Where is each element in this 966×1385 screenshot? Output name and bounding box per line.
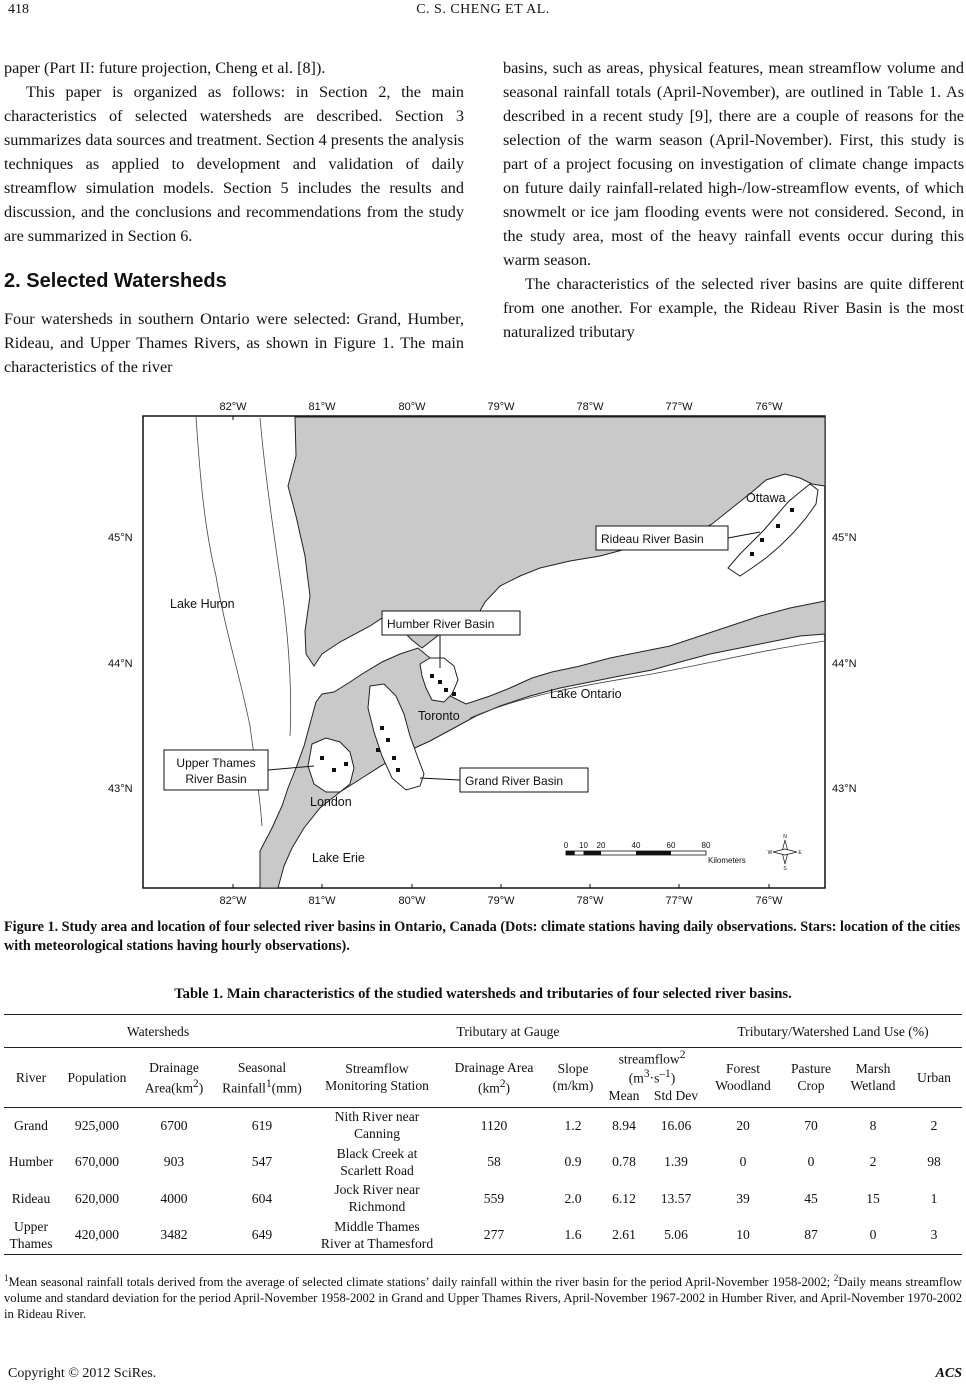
lat-label-left: 45°N — [108, 532, 133, 544]
paragraph: This paper is organized as follows: in Section 2, the main characteristics of selected watersheds are described. Section 3 summarizes data sources and treatment. Section 4 presents the analysis techniques as applied to development and validation of daily streamflow simulation models. Section 5 includes the results and discussion, and the conclusions and recommendations from the study are summarized in Section 6. — [4, 83, 464, 245]
toronto-label: Toronto — [418, 709, 460, 723]
col-header-population: Population — [58, 1048, 136, 1108]
svg-text:0: 0 — [563, 841, 569, 850]
col-header-rainfall: Seasonal Rainfall$^1$(mm) — [212, 1048, 312, 1108]
svg-text:10: 10 — [579, 841, 588, 850]
lon-label-bottom: 78°W — [576, 895, 604, 907]
table-row: Humber 670,000 903 547 Black Creek at Scarlett Road 58 0.9 0.78 1.39 0 0 2 98 — [8, 1145, 941, 1178]
lon-label-bottom: 79°W — [487, 895, 515, 907]
col-header-station: Streamflow Monitoring Station — [312, 1048, 442, 1108]
paragraph: Four watersheds in southern Ontario were selected: Grand, Humber, Rideau, and Upper Thames Rivers, as shown in Figure 1. The main characteristics of the river — [4, 310, 464, 376]
copyright: Copyright © 2012 SciRes. — [8, 1366, 157, 1381]
col-header-streamflow: streamflow$^2$ $(m^3\cdot s^{-1})$ — [600, 1048, 704, 1086]
svg-text:N: N — [783, 834, 787, 840]
lon-label-top: 79°W — [487, 401, 515, 413]
upper-thames-callout: River Basin — [185, 772, 247, 786]
svg-text:60: 60 — [666, 841, 676, 850]
lat-label-left: 44°N — [108, 658, 133, 670]
col-header-river: River — [4, 1048, 58, 1108]
table-caption: Table 1. Main characteristics of the studied watersheds and tributaries of four selected river basins. — [174, 986, 792, 1002]
london-label: London — [310, 795, 352, 809]
svg-text:20: 20 — [596, 841, 606, 850]
col-header-mean: Mean — [608, 1088, 640, 1104]
lat-label-left: 43°N — [108, 783, 133, 795]
figure-caption: Figure 1. Study area and location of four selected river basins in Ontario, Canada (Dots: climate stations having daily observations. Stars: location of the cities with meteorological stations having hourly observations). — [4, 919, 961, 954]
lon-label-bottom: 77°W — [665, 895, 693, 907]
lon-label-bottom: 82°W — [219, 895, 247, 907]
lon-label-bottom: 81°W — [308, 895, 336, 907]
paragraph: paper (Part II: future projection, Cheng et al. [8]). — [4, 59, 326, 77]
lon-label-top: 78°W — [576, 401, 604, 413]
lon-label-bottom: 76°W — [755, 895, 783, 907]
svg-text:40: 40 — [631, 841, 641, 850]
lake-huron-label: Lake Huron — [170, 597, 235, 611]
table-row: Grand 925,000 6700 619 Nith River near Canning 1120 1.2 8.94 16.06 20 70 8 2 — [4, 1107, 962, 1143]
table-row: Rideau 620,000 4000 604 Jock River near Richmond 559 2.0 6.12 13.57 39 45 15 1 — [11, 1182, 938, 1215]
characteristics-table — [4, 1014, 962, 1255]
col-header-drainage: Drainage $Area(km^2)$ — [136, 1048, 212, 1108]
page-number: 418 — [8, 2, 29, 17]
journal-name: ACS — [935, 1366, 962, 1381]
svg-text:Kilometers: Kilometers — [708, 856, 746, 865]
col-header-forest: Forest Woodland — [704, 1048, 782, 1108]
grand-callout: Grand River Basin — [465, 774, 564, 788]
rideau-callout: Rideau River Basin — [601, 532, 704, 546]
section-heading: 2. Selected Watersheds — [4, 270, 227, 292]
col-header-trib-area: Drainage Area $(km^2)$ — [442, 1048, 546, 1108]
lake-ontario-label: Lake Ontario — [550, 687, 622, 701]
group-header: Tributary/Watershed Land Use (%) — [704, 1015, 962, 1048]
group-header: Watersheds — [4, 1015, 312, 1048]
svg-text:E: E — [798, 850, 802, 856]
right-column — [503, 56, 964, 344]
left-column — [4, 56, 464, 379]
lon-label-top: 81°W — [308, 401, 336, 413]
svg-text:W: W — [767, 850, 773, 856]
col-header-marsh: Marsh Wetland — [840, 1048, 906, 1108]
table-row: Upper Thames 420,000 3482 649 Middle Thames River at Thamesford 277 1.6 2.61 5.06 10 87 0 3 — [4, 1216, 962, 1254]
lat-label-right: 44°N — [832, 658, 857, 670]
col-header-urban: Urban — [906, 1048, 962, 1108]
upper-thames-callout: Upper Thames — [176, 756, 256, 770]
svg-text:S: S — [783, 866, 787, 872]
lat-label-right: 43°N — [832, 783, 857, 795]
paragraph: basins, such as areas, physical features, mean streamflow volume and seasonal rainfall totals (April-November), are outlined in Table 1. As described in a recent study [9], there are a couple of reasons for the selection of the warm season (April-November). First, this study is part of a project focusing on investigation of climate change impacts on future daily rainfall-related high-/low-streamflow events, of which snowmelt or ice jam flooding events were not considered. Second, in the study area, most of the heavy rainfall events occur during this warm season. — [503, 59, 964, 269]
study-area-map — [100, 396, 870, 921]
lon-label-bottom: 80°W — [398, 895, 426, 907]
col-header-pasture: Pasture Crop — [782, 1048, 840, 1108]
table-footnote: $^1$Mean seasonal rainfall totals derived from the average of selected climate stations’ daily rainfall within the river basin for the period April-November 1958-2002; $^2$Daily means streamflow volume and standard deviation for the period April-November 1958-2002 in Grand and Upper Thames Rivers, April-November 1967-2002 in Humber River, and April-November 1970-2002 in Rideau River. — [4, 1273, 962, 1322]
lon-label-top: 77°W — [665, 401, 693, 413]
lon-label-top: 80°W — [398, 401, 426, 413]
lake-erie-label: Lake Erie — [312, 851, 365, 865]
humber-callout: Humber River Basin — [387, 617, 495, 631]
group-header: Tributary at Gauge — [312, 1015, 704, 1048]
paragraph: The characteristics of the selected river basins are quite different from one another. For example, the Rideau River Basin is the most naturalized tributary — [503, 275, 964, 341]
lon-label-top: 82°W — [219, 401, 247, 413]
lat-label-right: 45°N — [832, 532, 857, 544]
ottawa-label: Ottawa — [746, 491, 786, 505]
col-header-std: Std Dev — [653, 1088, 699, 1104]
running-title: C. S. CHENG ET AL. — [416, 2, 550, 17]
col-header-slope: Slope (m/km) — [546, 1048, 600, 1108]
lon-label-top: 76°W — [755, 401, 783, 413]
svg-text:80: 80 — [701, 841, 711, 850]
